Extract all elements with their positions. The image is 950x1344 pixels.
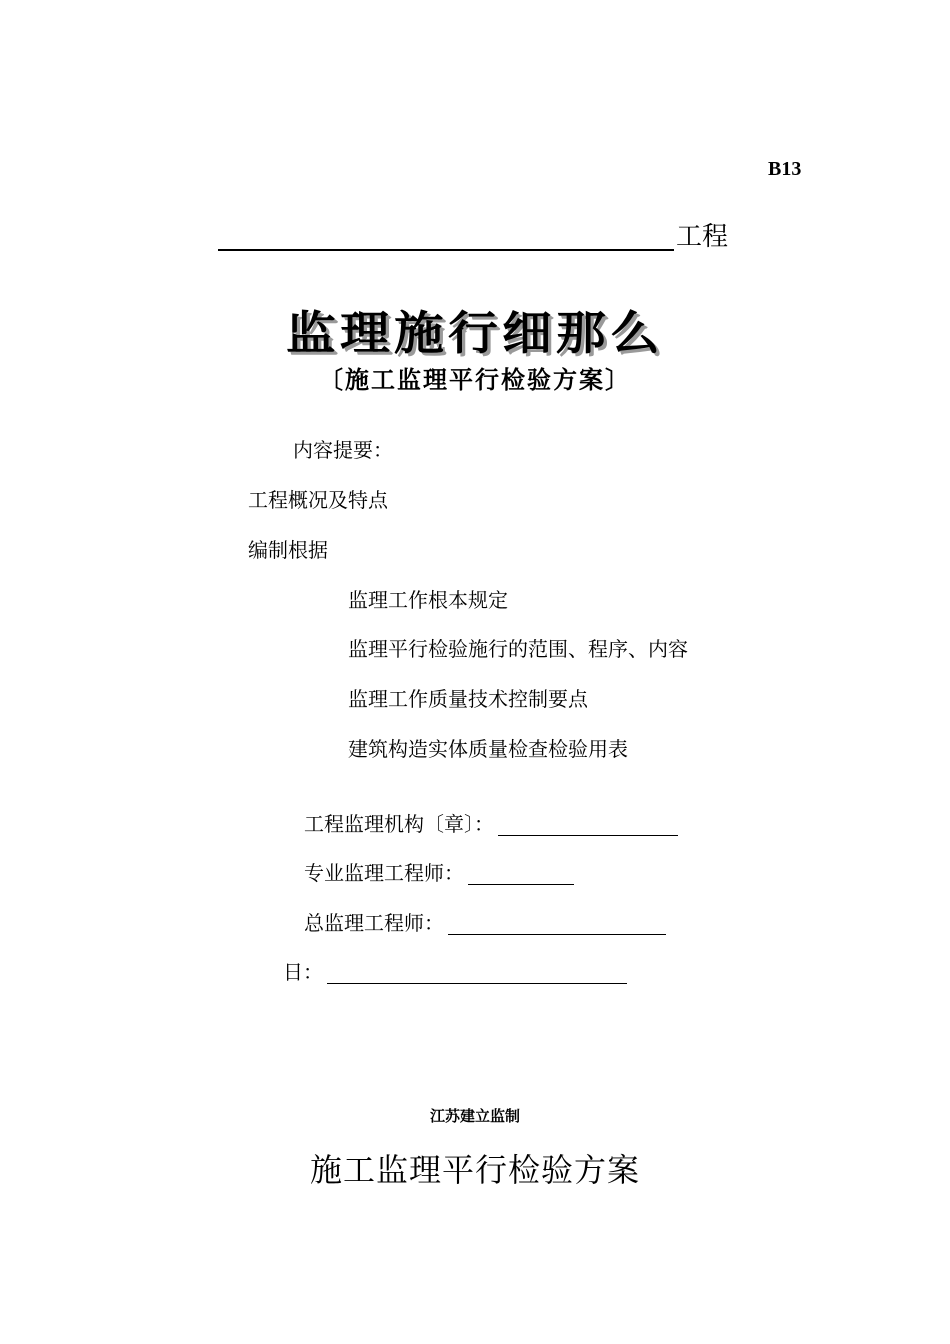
date-field[interactable] [327, 963, 627, 984]
project-name-line [218, 223, 728, 251]
date-label: 日： [283, 960, 323, 984]
chief-engineer-field[interactable] [448, 914, 666, 935]
contents-heading: 内容提要： [293, 438, 393, 462]
subsection-item: 监理平行检验施行的范围、程序、内容 [348, 637, 688, 661]
org-seal-label: 工程监理机构〔章〕： [304, 812, 494, 836]
project-name-blank [218, 223, 674, 251]
date-row [283, 960, 627, 984]
project-suffix: 工程 [676, 222, 729, 252]
org-seal-field[interactable] [498, 815, 678, 836]
section-item: 工程概况及特点 [248, 488, 388, 512]
org-seal-row [304, 812, 678, 836]
chief-engineer-row [304, 911, 666, 935]
specialist-engineer-row [304, 861, 574, 885]
issuing-organization: 江苏建立监制 [429, 1107, 520, 1125]
specialist-engineer-field[interactable] [468, 864, 574, 885]
section-item: 编制根据 [248, 538, 328, 562]
document-code: B13 [768, 158, 802, 180]
subsection-item: 监理工作质量技术控制要点 [348, 687, 588, 711]
sub-title: 〔施工监理平行检验方案〕 [319, 366, 631, 394]
specialist-engineer-label: 专业监理工程师： [304, 861, 464, 885]
document-title: 施工监理平行检验方案 [309, 1151, 640, 1189]
subsection-item: 监理工作根本规定 [348, 588, 508, 612]
main-title: 监理施行细那么 [286, 306, 664, 360]
chief-engineer-label: 总监理工程师： [304, 911, 444, 935]
subsection-item: 建筑构造实体质量检查检验用表 [348, 737, 628, 761]
